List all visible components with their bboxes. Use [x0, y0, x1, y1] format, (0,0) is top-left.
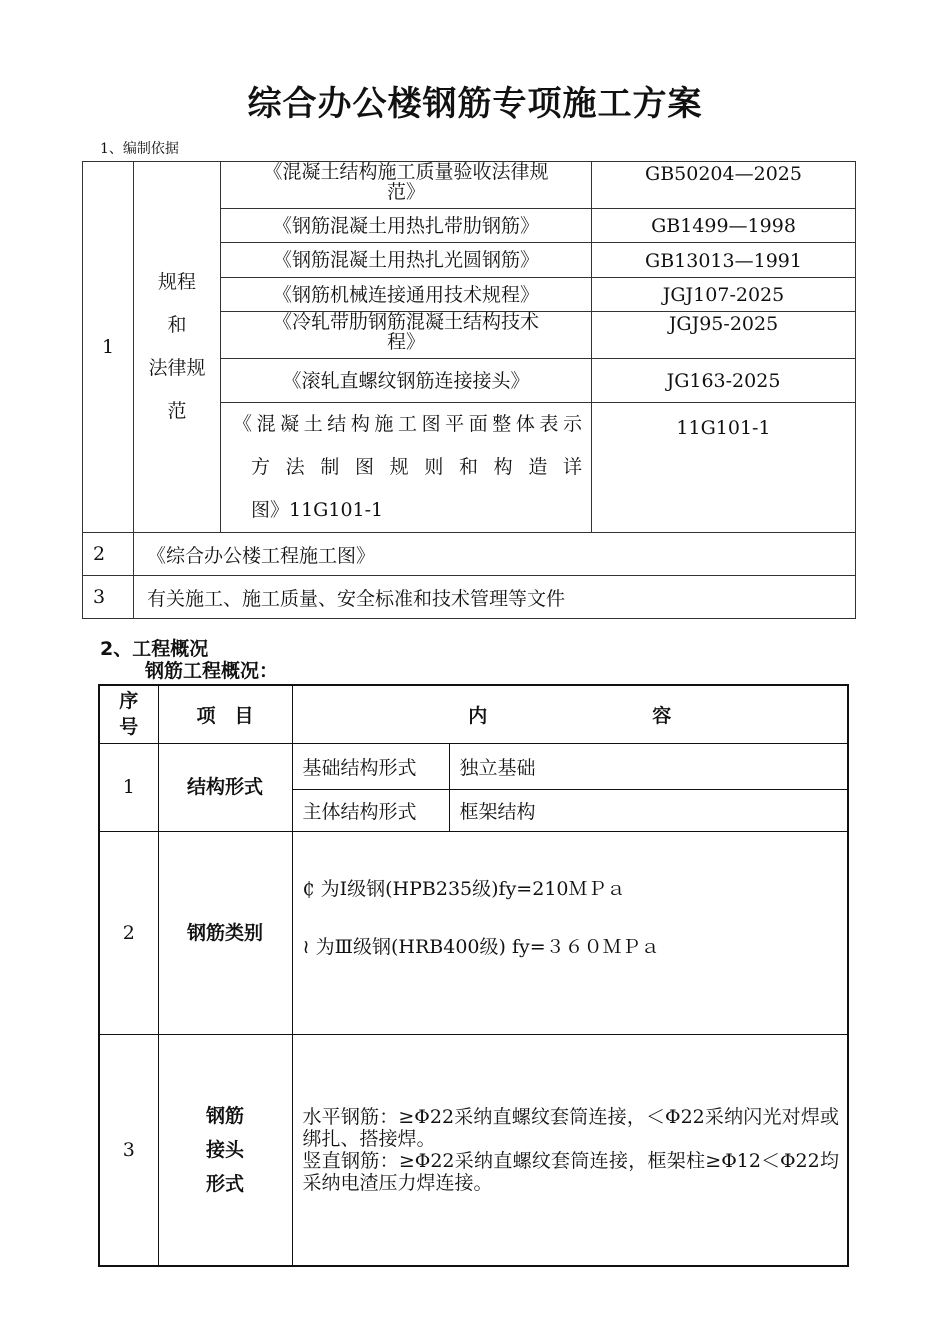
section-2-heading: 2、工程概况 [100, 638, 209, 660]
row-number: 2 [99, 831, 158, 1034]
spec-code: GB1499—1998 [592, 209, 856, 243]
joint-line: 水平钢筋：≥Φ22采纳直螺纹套筒连接，＜Φ22采纳闪光对焊或绑扎、搭接焊。 [302, 1105, 839, 1150]
spec-name [221, 243, 592, 278]
row-number: 2 [83, 533, 134, 576]
row-number: 3 [83, 576, 134, 619]
spec-code: 11G101-1 [592, 403, 856, 533]
spec-name-line: 程》 [386, 331, 425, 353]
sub-label: 基础结构形式 [292, 743, 449, 789]
spec-name-line: 《钢筋混凝土用热扎带肋钢筋》 [272, 214, 539, 237]
category-cell [134, 162, 221, 533]
header-content [292, 685, 848, 743]
spec-name-line: 《混凝土结构施工图平面整体表示 [233, 413, 582, 435]
spec-name [221, 278, 592, 312]
section-1-heading: 1、编制依据 [100, 141, 179, 157]
spec-name-line: 方法制图规则和构造详 [251, 456, 582, 478]
spec-code: JG163-2025 [592, 359, 856, 403]
spec-code: GB13013—1991 [592, 243, 856, 278]
row-number: 3 [99, 1034, 158, 1266]
joint-description [292, 1034, 848, 1266]
category-line: 规程 [157, 271, 196, 293]
item-label: 钢筋类别 [158, 831, 292, 1034]
row-number: 1 [83, 162, 134, 533]
category-line: 法律规 [148, 357, 206, 379]
standards-reference: 有关施工、施工质量、安全标准和技术管理等文件 [134, 576, 856, 619]
spec-code: JGJ95-2025 [592, 312, 856, 359]
rebar-types [292, 831, 848, 1034]
spec-name-line: 《钢筋混凝土用热扎光圆钢筋》 [272, 249, 539, 271]
category-line: 范 [167, 400, 187, 422]
section-2-subheading: 钢筋工程概况： [145, 660, 279, 682]
spec-name-line: 《钢筋机械连接通用技术规程》 [272, 283, 539, 306]
rebar-type-line: ≀ 为Ⅲ级钢(HRB400级) fy=３６０ＭＰａ [302, 935, 660, 958]
sub-value: 独立基础 [449, 743, 848, 789]
drawing-reference: 《综合办公楼工程施工图》 [134, 533, 856, 576]
spec-name [221, 209, 592, 243]
header-content-right: 容 [652, 704, 672, 727]
spec-name-line: 《滚轧直螺纹钢筋连接接头》 [282, 369, 530, 392]
spec-name [221, 359, 592, 403]
header-item: 项 目 [158, 685, 292, 743]
item-label [158, 1034, 292, 1266]
spec-name-line: 《混凝土结构施工质量验收法律规 [263, 161, 549, 183]
sub-label: 主体结构形式 [292, 789, 449, 831]
item-label-line: 接头 [205, 1138, 244, 1161]
header-content-left: 内 [468, 704, 488, 727]
item-label-line: 形式 [205, 1172, 244, 1195]
spec-code: GB50204—2025 [592, 162, 856, 209]
spec-name-line: 范》 [386, 181, 425, 203]
header-no [99, 685, 158, 743]
item-label: 结构形式 [158, 743, 292, 831]
document-title: 综合办公楼钢筋专项施工方案 [247, 84, 703, 124]
joint-line: 竖直钢筋：≥Φ22采纳直螺纹套筒连接，框架柱≥Φ12＜Φ22均采纳电渣压力焊连接。 [302, 1149, 839, 1194]
basis-table [82, 161, 856, 619]
spec-code: JGJ107-2025 [592, 278, 856, 312]
spec-name [221, 312, 592, 359]
row-number: 1 [99, 743, 158, 831]
header-no-line: 序 [119, 690, 139, 713]
sub-value: 框架结构 [449, 789, 848, 831]
category-line: 和 [167, 314, 187, 336]
rebar-type-line: ₵ 为Ⅰ级钢(HPB235级)fy=210ＭＰａ [302, 877, 626, 900]
overview-table [98, 684, 849, 1267]
spec-name-line: 《冷轧带肋钢筋混凝土结构技术 [272, 311, 539, 333]
spec-name [221, 162, 592, 209]
spec-name-line: 图》11G101-1 [251, 499, 384, 521]
header-no-line: 号 [119, 716, 139, 739]
spec-name [221, 403, 592, 533]
item-label-line: 钢筋 [205, 1104, 244, 1127]
